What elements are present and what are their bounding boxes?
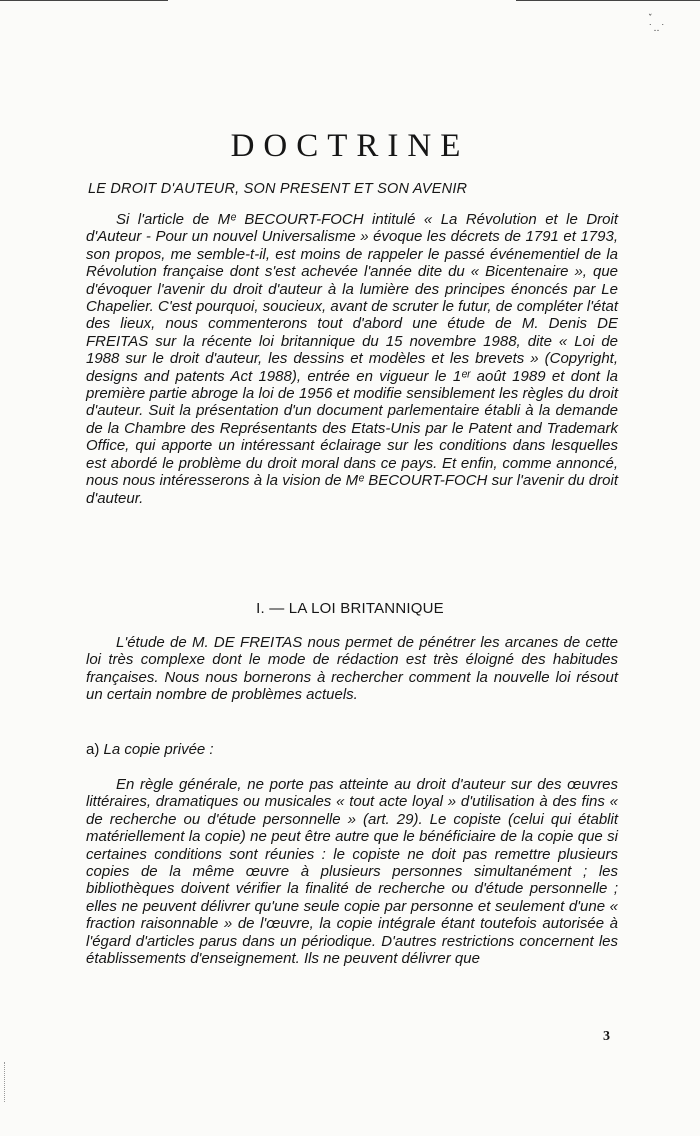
subsection-label: a) — [86, 741, 100, 758]
scan-margin-mark — [4, 1062, 13, 1102]
scan-speck-mark: ˇ — [648, 14, 653, 24]
section-heading: I. — LA LOI BRITANNIQUE — [256, 600, 444, 617]
intro-paragraph: Si l'article de Mᵉ BECOURT-FOCH intitulé « La Révolution et le Droit d'Auteur - Pour un nouvel Universalisme » évoque les décrets de 1791 et 1793, son propos, me semble-t-il, est moins de rappeler le passé événementiel de la Révolution française dont s'est achevée l'année dite du « Bicentenaire », que d'évoquer l'avenir du droit d'auteur à la lumière des principes énoncés par Le Chapelier. C'est pourquoi, soucieux, avant de scruter le futur, de compléter l'état des lieux, nous commenterons tout d'abord une étude de M. Denis DE FREITAS sur la récente loi britannique du 15 novembre 1988, dite « Loi de 1988 sur le droit d'auteur, les dessins et modèles et les brevets » (Copyright, designs and patents Act 1988), entrée en vigueur le 1ᵉʳ août 1989 et dont la première partie abroge la loi de 1956 et modifie sensiblement les règles du droit d'auteur. Suit la présentation d'un document parlementaire établi à la demande de la Chambre des Représentants des Etats-Unis par le Patent and Trademark Office, qui apporte un intéressant éclairage sur les conditions dans lesquelles est abordé le problème du droit moral dans ce pays. Et enfin, comme annoncé, nous nous intéresserons à la vision de Mᵉ BECOURT-FOCH sur l'avenir du droit d'auteur. — [86, 211, 618, 507]
top-rule-left — [0, 0, 168, 1]
article-subtitle: LE DROIT D'AUTEUR, SON PRESENT ET SON AVENIR — [88, 181, 468, 197]
subsection-title: La copie privée : — [103, 741, 214, 758]
subsection-paragraph: En règle générale, ne porte pas atteinte au droit d'auteur sur des œuvres littéraires, dramatiques ou musicales « tout acte loyal » d'utilisation à des fins « de recherche ou d'étude personnelle » (art. 29). Le copiste (celui qui établit matériellement la copie) ne peut être autre que le bénéficiaire de la copie que si certaines conditions sont réunies : le copiste ne doit pas remettre plusieurs copies de la même œuvre à plusieurs personnes simultanément ; les bibliothèques doivent vérifier la finalité de recherche ou d'étude personnelle ; elles ne peuvent délivrer qu'une seule copie par personne et seulement d'une « fraction raisonnable » de l'œuvre, la copie intégrale étant toutefois autorisée à l'égard d'articles parus dans un périodique. D'autres restrictions concernent les établissements d'enseignement. Ils ne peuvent délivrer que — [86, 776, 618, 968]
page-number: 3 — [603, 1029, 610, 1044]
subsection-heading — [86, 741, 214, 758]
page-title: DOCTRINE — [230, 128, 470, 164]
section-paragraph: L'étude de M. DE FREITAS nous permet de pénétrer les arcanes de cette loi très complexe dont le mode de rédaction est très éloigné des habitudes françaises. Nous nous bornerons à rechercher comment la nouvelle loi résout un certain nombre de problèmes actuels. — [86, 634, 618, 704]
top-rule-right — [516, 0, 700, 1]
scan-speck-mark: ˙‥˙ — [648, 24, 667, 34]
